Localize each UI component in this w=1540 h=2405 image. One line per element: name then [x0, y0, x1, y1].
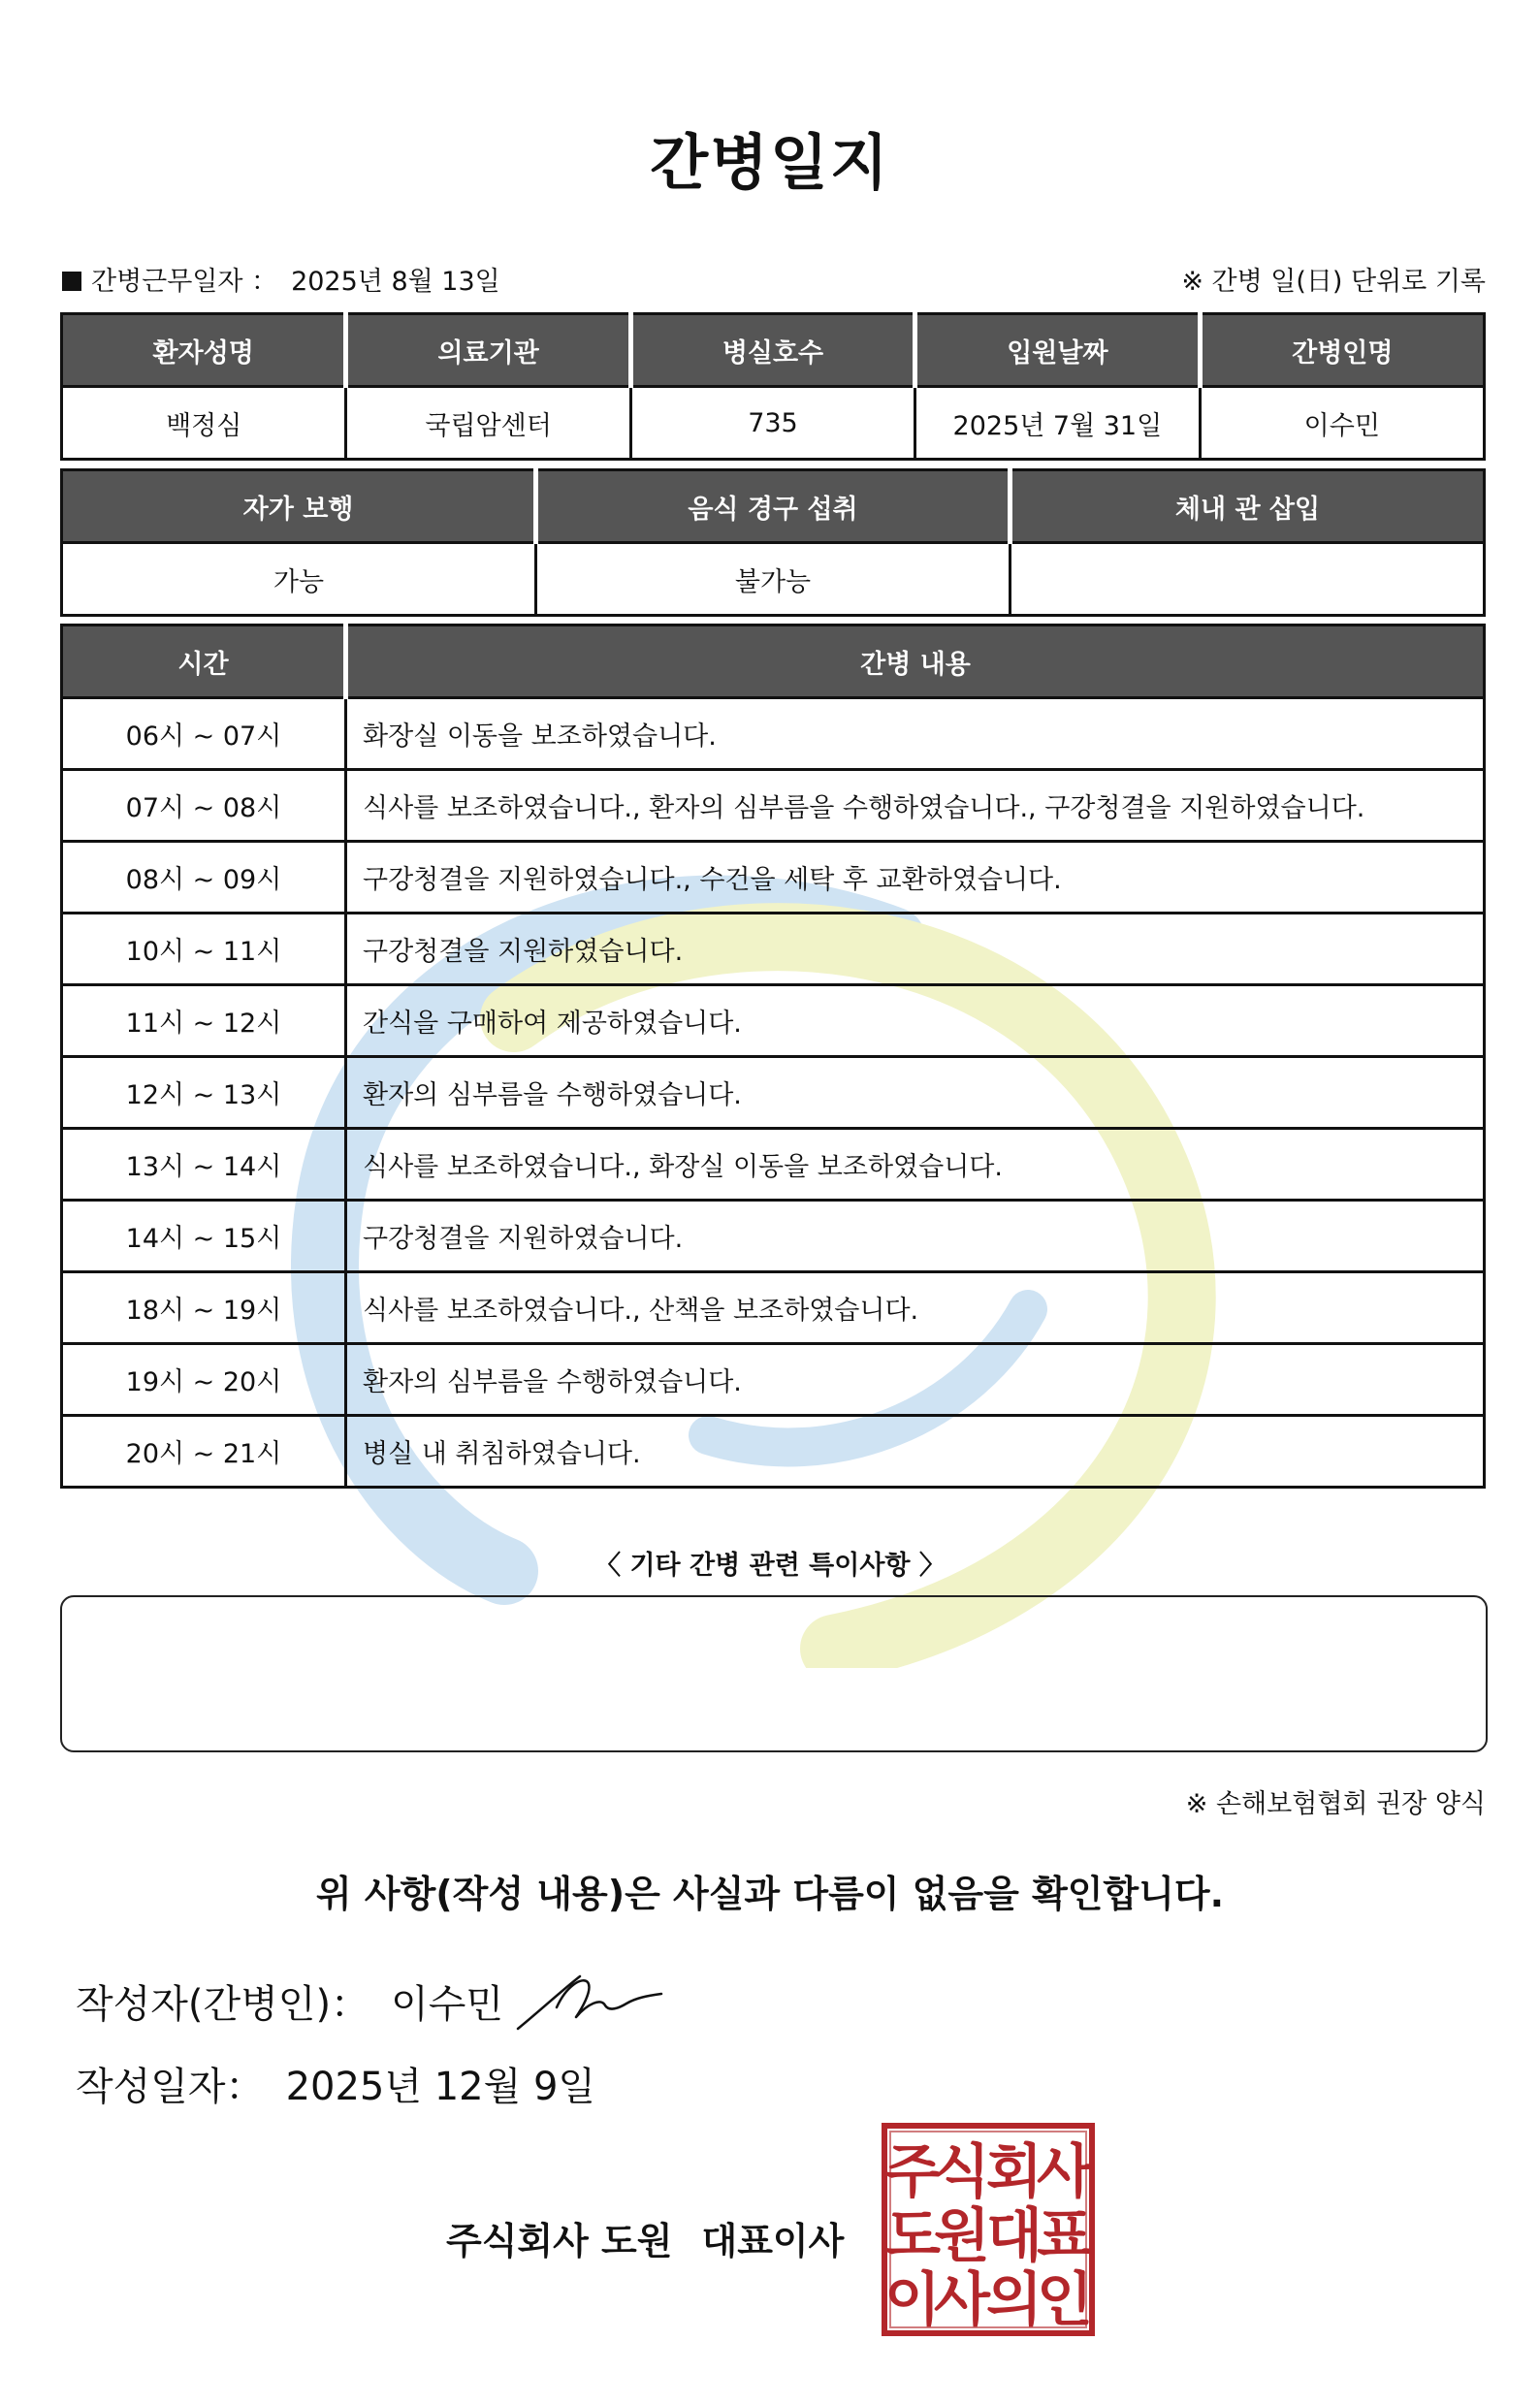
work-date-line: [62, 260, 500, 298]
table-row: [62, 1344, 1485, 1416]
svg-text:사: 사: [1037, 2138, 1093, 2206]
log-time: 08시 ~ 09시: [62, 842, 346, 914]
svg-text:인: 인: [1037, 2266, 1093, 2334]
log-time: 12시 ~ 13시: [62, 1057, 346, 1129]
care-log-header-row: [62, 625, 1485, 698]
author-label: 작성자(간병인)：: [76, 1982, 370, 2027]
caregiver-name: 이수민: [1200, 387, 1484, 460]
log-time: 13시 ~ 14시: [62, 1129, 346, 1201]
black-square-icon: [62, 272, 81, 291]
header-time: 시간: [62, 625, 346, 698]
header-hospital: 의료기관: [346, 314, 630, 387]
header-caregiver-name: 간병인명: [1200, 314, 1484, 387]
author-line: [76, 1973, 503, 2029]
log-content: 식사를 보조하였습니다., 환자의 심부름을 수행하였습니다., 구강청결을 지원하였습니다.: [346, 770, 1485, 842]
log-time: 10시 ~ 11시: [62, 914, 346, 985]
write-date-value: 2025년 12월 9일: [285, 2065, 596, 2109]
table-row: [62, 1129, 1485, 1201]
admission-date: 2025년 7월 31일: [915, 387, 1200, 460]
author-name: 이수민: [391, 1982, 503, 2027]
patient-status-value-row: [62, 543, 1485, 616]
svg-text:대: 대: [986, 2202, 1043, 2270]
log-time: 14시 ~ 15시: [62, 1201, 346, 1272]
log-time: 20시 ~ 21시: [62, 1416, 346, 1488]
svg-text:표: 표: [1037, 2202, 1093, 2270]
room-number: 735: [630, 387, 914, 460]
table-row: [62, 1416, 1485, 1488]
table-row: [62, 770, 1485, 842]
oral-intake-value: 불가능: [536, 543, 1011, 616]
patient-status-header-row: [62, 470, 1485, 543]
svg-text:의: 의: [986, 2266, 1043, 2334]
log-content: 구강청결을 지원하였습니다.: [346, 914, 1485, 985]
table-row: [62, 842, 1485, 914]
patient-info-table: [60, 312, 1486, 461]
log-content: 구강청결을 지원하였습니다., 수건을 세탁 후 교환하였습니다.: [346, 842, 1485, 914]
header-admission-date: 입원날짜: [915, 314, 1200, 387]
log-content: 간식을 구매하여 제공하였습니다.: [346, 985, 1485, 1057]
svg-text:주: 주: [884, 2138, 941, 2206]
patient-status-table: [60, 468, 1486, 617]
header-tube-insertion: 체내 관 삽입: [1011, 470, 1485, 543]
log-content: 화장실 이동을 보조하였습니다.: [346, 698, 1485, 770]
log-content: 식사를 보조하였습니다., 산책을 보조하였습니다.: [346, 1272, 1485, 1344]
table-row: [62, 1272, 1485, 1344]
remarks-box: [60, 1595, 1488, 1752]
hospital-name: 국립암센터: [346, 387, 630, 460]
svg-text:원: 원: [934, 2202, 990, 2270]
svg-text:회: 회: [986, 2138, 1043, 2206]
log-content: 환자의 심부름을 수행하였습니다.: [346, 1344, 1485, 1416]
self-walking-value: 가능: [62, 543, 536, 616]
confirmation-statement: 위 사항(작성 내용)은 사실과 다름이 없음을 확인합니다.: [315, 1873, 1225, 1915]
table-row: [62, 914, 1485, 985]
svg-text:식: 식: [934, 2138, 990, 2206]
header-oral-intake: 음식 경구 섭취: [536, 470, 1011, 543]
patient-name: 백정심: [62, 387, 346, 460]
log-time: 19시 ~ 20시: [62, 1344, 346, 1416]
document-title: 간병일지: [650, 127, 890, 198]
write-date-line: [76, 2056, 595, 2111]
table-row: [62, 1201, 1485, 1272]
tube-insertion-value: [1011, 543, 1485, 616]
log-time: 18시 ~ 19시: [62, 1272, 346, 1344]
header-patient-name: 환자성명: [62, 314, 346, 387]
svg-text:사: 사: [934, 2266, 990, 2334]
company-name: 주식회사 도원: [446, 2220, 673, 2262]
form-source-note: ※ 손해보험협회 권장 양식: [1185, 1789, 1486, 1819]
log-content: 구강청결을 지원하였습니다.: [346, 1201, 1485, 1272]
work-date-value: 2025년 8월 13일: [291, 267, 500, 297]
table-row: [62, 1057, 1485, 1129]
table-row: [62, 698, 1485, 770]
log-time: 11시 ~ 12시: [62, 985, 346, 1057]
seal-icon: [881, 2122, 1096, 2337]
log-time: 06시 ~ 07시: [62, 698, 346, 770]
ceo-title: 대표이사: [701, 2220, 845, 2262]
patient-info-header-row: [62, 314, 1485, 387]
log-content: 환자의 심부름을 수행하였습니다.: [346, 1057, 1485, 1129]
svg-text:이: 이: [884, 2266, 941, 2334]
patient-info-value-row: [62, 387, 1485, 460]
header-room-number: 병실호수: [630, 314, 914, 387]
remarks-title: 〈 기타 간병 관련 특이사항 〉: [594, 1551, 946, 1581]
write-date-label: 작성일자：: [76, 2065, 265, 2109]
header-care-content: 간병 내용: [346, 625, 1485, 698]
log-content: 식사를 보조하였습니다., 화장실 이동을 보조하였습니다.: [346, 1129, 1485, 1201]
svg-text:도: 도: [884, 2202, 941, 2270]
log-content: 병실 내 취침하였습니다.: [346, 1416, 1485, 1488]
work-date-label: 간병근무일자 ：: [91, 267, 278, 297]
table-row: [62, 985, 1485, 1057]
log-time: 07시 ~ 08시: [62, 770, 346, 842]
unit-note: ※ 간병 일(日) 단위로 기록: [1181, 267, 1486, 297]
company-line: [446, 2211, 844, 2264]
signature-icon: [512, 1969, 667, 2036]
care-log-table: [60, 624, 1486, 1489]
header-self-walking: 자가 보행: [62, 470, 536, 543]
